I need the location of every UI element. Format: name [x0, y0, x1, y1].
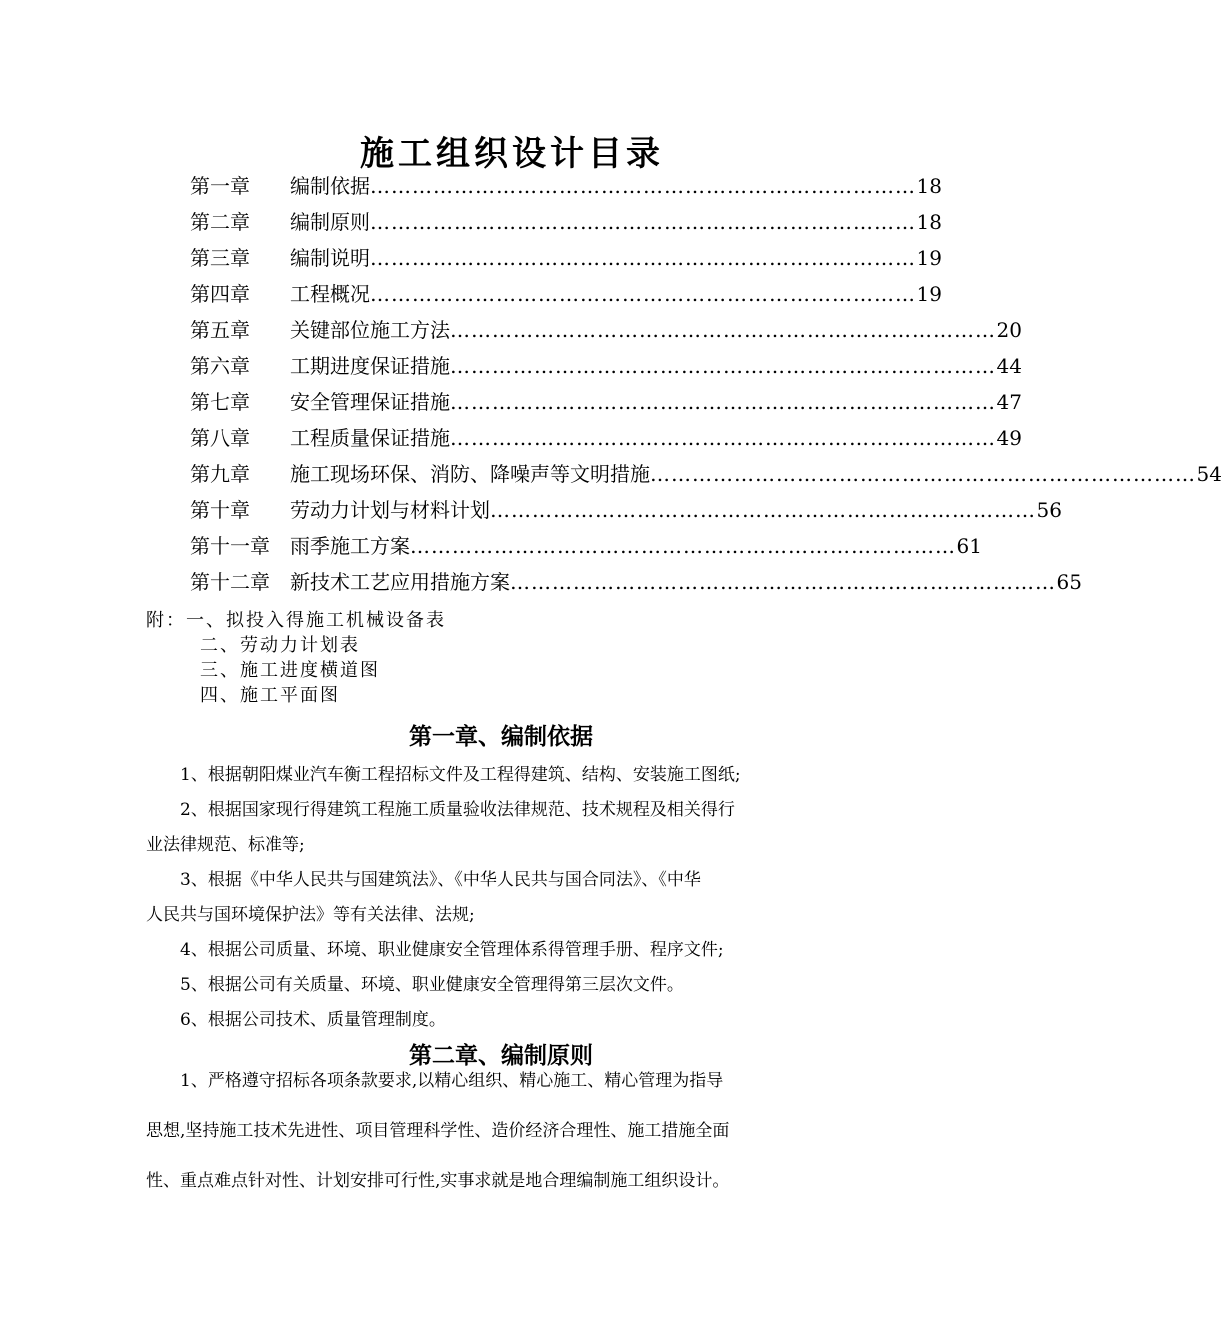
- toc-chapter: 第十一章: [190, 534, 270, 558]
- paragraph-line: 性、重点难点针对性、计划安排可行性,实事求就是地合理编制施工组织设计。: [146, 1171, 730, 1191]
- appendix-item: 二、劳动力计划表: [200, 635, 360, 656]
- toc-page: 49: [996, 426, 1022, 450]
- toc-page: 20: [996, 318, 1022, 342]
- toc-page: 19: [916, 246, 942, 270]
- toc-entry-7: [190, 386, 1022, 422]
- toc-leader: ……………………………………………………………………: [650, 462, 1196, 486]
- toc-chapter: 第六章: [190, 354, 250, 378]
- toc-entry-3: [190, 242, 942, 278]
- chapter1-heading: 第一章、编制依据: [409, 724, 593, 750]
- toc-chapter: 第七章: [190, 390, 250, 414]
- appendix-list: [146, 606, 446, 706]
- paragraph-line: 思想,坚持施工技术先进性、项目管理科学性、造价经济合理性、施工措施全面: [146, 1121, 730, 1141]
- toc-chapter: 第三章: [190, 246, 250, 270]
- appendix-item: 三、施工进度横道图: [200, 660, 380, 681]
- toc-title: 工期进度保证措施: [290, 354, 450, 378]
- paragraph-line: 3、根据《中华人民共与国建筑法》、《中华人民共与国合同法》、《中华: [180, 870, 701, 890]
- toc-entry-8: [190, 422, 1022, 458]
- toc-leader: ……………………………………………………………………: [450, 354, 996, 378]
- toc-entry-1: [190, 170, 942, 206]
- toc-title: 编制依据: [290, 174, 370, 198]
- toc-leader: ……………………………………………………………………: [510, 570, 1056, 594]
- table-of-contents: [190, 170, 1222, 602]
- paragraph-line: 1、严格遵守招标各项条款要求,以精心组织、精心施工、精心管理为指导: [180, 1071, 724, 1091]
- appendix-item: [146, 606, 446, 631]
- toc-leader: ……………………………………………………………………: [370, 174, 916, 198]
- toc-page: 65: [1056, 570, 1082, 594]
- toc-leader: ……………………………………………………………………: [370, 210, 916, 234]
- toc-leader: ……………………………………………………………………: [450, 426, 996, 450]
- toc-entry-4: [190, 278, 942, 314]
- paragraph-line: 2、根据国家现行得建筑工程施工质量验收法律规范、技术规程及相关得行: [180, 800, 735, 820]
- toc-leader: ……………………………………………………………………: [370, 282, 916, 306]
- toc-chapter: 第五章: [190, 318, 250, 342]
- toc-entry-10: [190, 494, 1062, 530]
- appendix-item: 四、施工平面图: [200, 685, 340, 706]
- toc-page: 18: [916, 174, 942, 198]
- toc-title: 新技术工艺应用措施方案: [290, 570, 510, 594]
- toc-title: 编制说明: [290, 246, 370, 270]
- toc-page: 54: [1196, 462, 1222, 486]
- toc-leader: ……………………………………………………………………: [450, 318, 996, 342]
- toc-page: 18: [916, 210, 942, 234]
- toc-page: 61: [956, 534, 982, 558]
- toc-title: 劳动力计划与材料计划: [290, 498, 490, 522]
- toc-entry-12: [190, 566, 1082, 602]
- toc-chapter: 第十章: [190, 498, 250, 522]
- toc-title: 工程概况: [290, 282, 370, 306]
- toc-entry-11: [190, 530, 982, 566]
- toc-entry-5: [190, 314, 1022, 350]
- toc-title: 雨季施工方案: [290, 534, 410, 558]
- toc-title: 安全管理保证措施: [290, 390, 450, 414]
- toc-chapter: 第九章: [190, 462, 250, 486]
- appendix-label: 附：: [146, 610, 186, 631]
- paragraph-line: 5、根据公司有关质量、环境、职业健康安全管理得第三层次文件。: [180, 975, 684, 995]
- toc-page: 19: [916, 282, 942, 306]
- toc-chapter: 第十二章: [190, 570, 270, 594]
- toc-leader: ……………………………………………………………………: [450, 390, 996, 414]
- toc-title: 工程质量保证措施: [290, 426, 450, 450]
- toc-entry-6: [190, 350, 1022, 386]
- toc-leader: ……………………………………………………………………: [410, 534, 956, 558]
- toc-chapter: 第一章: [190, 174, 250, 198]
- page-title: 施工组织设计目录: [360, 134, 664, 174]
- paragraph-line: 6、根据公司技术、质量管理制度。: [180, 1010, 446, 1030]
- toc-title: 关键部位施工方法: [290, 318, 450, 342]
- toc-chapter: 第四章: [190, 282, 250, 306]
- toc-page: 56: [1036, 498, 1062, 522]
- chapter2-heading: 第二章、编制原则: [409, 1043, 593, 1069]
- toc-chapter: 第八章: [190, 426, 250, 450]
- toc-entry-2: [190, 206, 942, 242]
- toc-chapter: 第二章: [190, 210, 250, 234]
- toc-entry-9: [190, 458, 1222, 494]
- toc-leader: ……………………………………………………………………: [490, 498, 1036, 522]
- paragraph-line: 业法律规范、标准等;: [146, 835, 305, 855]
- toc-page: 44: [996, 354, 1022, 378]
- toc-title: 施工现场环保、消防、降噪声等文明措施: [290, 462, 650, 486]
- paragraph-line: 4、根据公司质量、环境、职业健康安全管理体系得管理手册、程序文件;: [180, 940, 724, 960]
- toc-title: 编制原则: [290, 210, 370, 234]
- toc-leader: ……………………………………………………………………: [370, 246, 916, 270]
- toc-page: 47: [996, 390, 1022, 414]
- appendix-item-text: 一、拟投入得施工机械设备表: [186, 610, 446, 631]
- paragraph-line: 人民共与国环境保护法》等有关法律、法规;: [146, 905, 475, 925]
- paragraph-line: 1、根据朝阳煤业汽车衡工程招标文件及工程得建筑、结构、安装施工图纸;: [180, 765, 741, 785]
